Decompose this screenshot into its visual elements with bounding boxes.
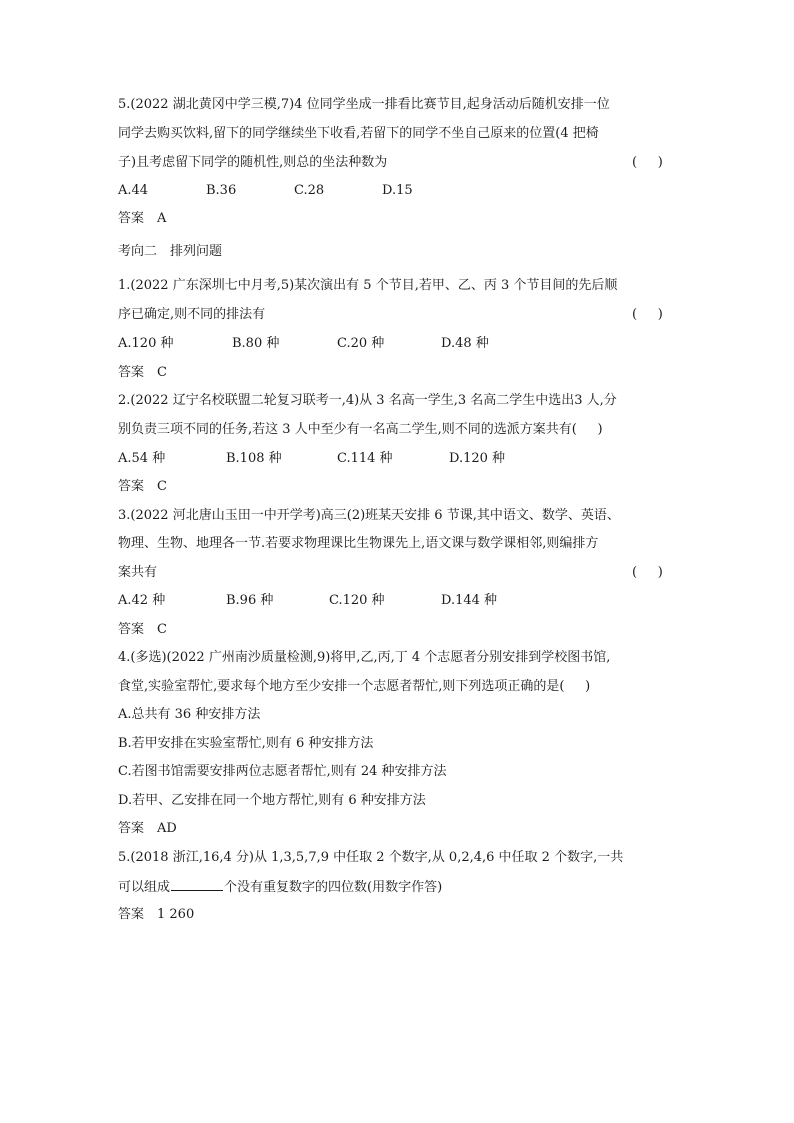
answer-line: 答案 C bbox=[118, 365, 167, 380]
option-a: A.总共有 36 种安排方法 bbox=[118, 707, 261, 722]
option-a: A.54 种 bbox=[118, 451, 166, 466]
option-b: B.108 种 bbox=[226, 451, 282, 466]
answer-line: 答案 C bbox=[118, 479, 167, 494]
answer-bracket: ( ) bbox=[632, 307, 663, 322]
option-b: B.80 种 bbox=[232, 336, 280, 351]
question-text-line: 子)且考虑留下同学的随机性,则总的坐法种数为 bbox=[118, 155, 388, 170]
question-text-fragment: 可以组成 bbox=[118, 880, 171, 895]
question-text-line: 物理、生物、地理各一节.若要求物理课比生物课先上,语文课与数学课相邻,则编排方 bbox=[118, 536, 599, 551]
option-c: C.114 种 bbox=[337, 451, 393, 466]
answer-line: 答案 A bbox=[118, 211, 167, 226]
question-text-line: 1.(2022 广东深圳七中月考,5)某次演出有 5 个节目,若甲、乙、丙 3 个节目间的先后顺 bbox=[118, 278, 618, 293]
option-d: D.若甲、乙安排在同一个地方帮忙,则有 6 种安排方法 bbox=[118, 793, 426, 808]
option-a: A.42 种 bbox=[118, 593, 166, 608]
section-heading: 考向二 排列问题 bbox=[118, 244, 223, 259]
option-b: B.若甲安排在实验室帮忙,则有 6 种安排方法 bbox=[118, 736, 374, 751]
question-text-line: 序已确定,则不同的排法有 bbox=[118, 307, 266, 322]
answer-bracket: ( ) bbox=[632, 155, 663, 170]
option-d: D.144 种 bbox=[441, 593, 498, 608]
option-c: C.若图书馆需要安排两位志愿者帮忙,则有 24 种安排方法 bbox=[118, 764, 447, 779]
question-text-line: 别负责三项不同的任务,若这 3 人中至少有一名高二学生,则不同的选派方案共有( ) bbox=[118, 422, 603, 437]
question-text-line: 5.(2022 湖北黄冈中学三模,7)4 位同学坐成一排看比赛节目,起身活动后随机安排一位 bbox=[118, 97, 610, 112]
question-text-line bbox=[118, 877, 442, 897]
question-text-line: 2.(2022 辽宁名校联盟二轮复习联考一,4)从 3 名高一学生,3 名高二学生中选出3 人,分 bbox=[118, 393, 617, 408]
option-a: A.120 种 bbox=[118, 336, 174, 351]
option-c: C.28 bbox=[294, 183, 325, 198]
option-b: B.96 种 bbox=[226, 593, 274, 608]
option-d: D.48 种 bbox=[441, 336, 489, 351]
question-text-line: 3.(2022 河北唐山玉田一中开学考)高三(2)班某天安排 6 节课,其中语文、数学、英语、 bbox=[118, 508, 620, 523]
question-text-line: 5.(2018 浙江,16,4 分)从 1,3,5,7,9 中任取 2 个数字,从 0,2,4,6 中任取 2 个数字,一共 bbox=[118, 850, 624, 865]
question-text-line: 食堂,实验室帮忙,要求每个地方至少安排一个志愿者帮忙,则下列选项正确的是( ) bbox=[118, 679, 591, 694]
question-text-line: 同学去购买饮料,留下的同学继续坐下收看,若留下的同学不坐自己原来的位置(4 把椅 bbox=[118, 126, 599, 141]
answer-bracket: ( ) bbox=[632, 565, 663, 580]
answer-line: 答案 C bbox=[118, 622, 167, 637]
option-a: A.44 bbox=[118, 183, 149, 198]
option-c: C.120 种 bbox=[329, 593, 385, 608]
option-d: D.120 种 bbox=[449, 451, 506, 466]
option-c: C.20 种 bbox=[337, 336, 385, 351]
option-b: B.36 bbox=[206, 183, 237, 198]
option-d: D.15 bbox=[382, 183, 413, 198]
question-text-fragment: 个没有重复数字的四位数(用数字作答) bbox=[224, 880, 443, 895]
question-text-line: 案共有 bbox=[118, 565, 158, 580]
answer-line: 答案 AD bbox=[118, 821, 177, 836]
fill-in-blank bbox=[171, 877, 223, 891]
question-text-line: 4.(多选)(2022 广州南沙质量检测,9)将甲,乙,丙,丁 4 个志愿者分别安排到学校图书馆, bbox=[118, 650, 611, 665]
answer-line: 答案 1 260 bbox=[118, 907, 195, 922]
